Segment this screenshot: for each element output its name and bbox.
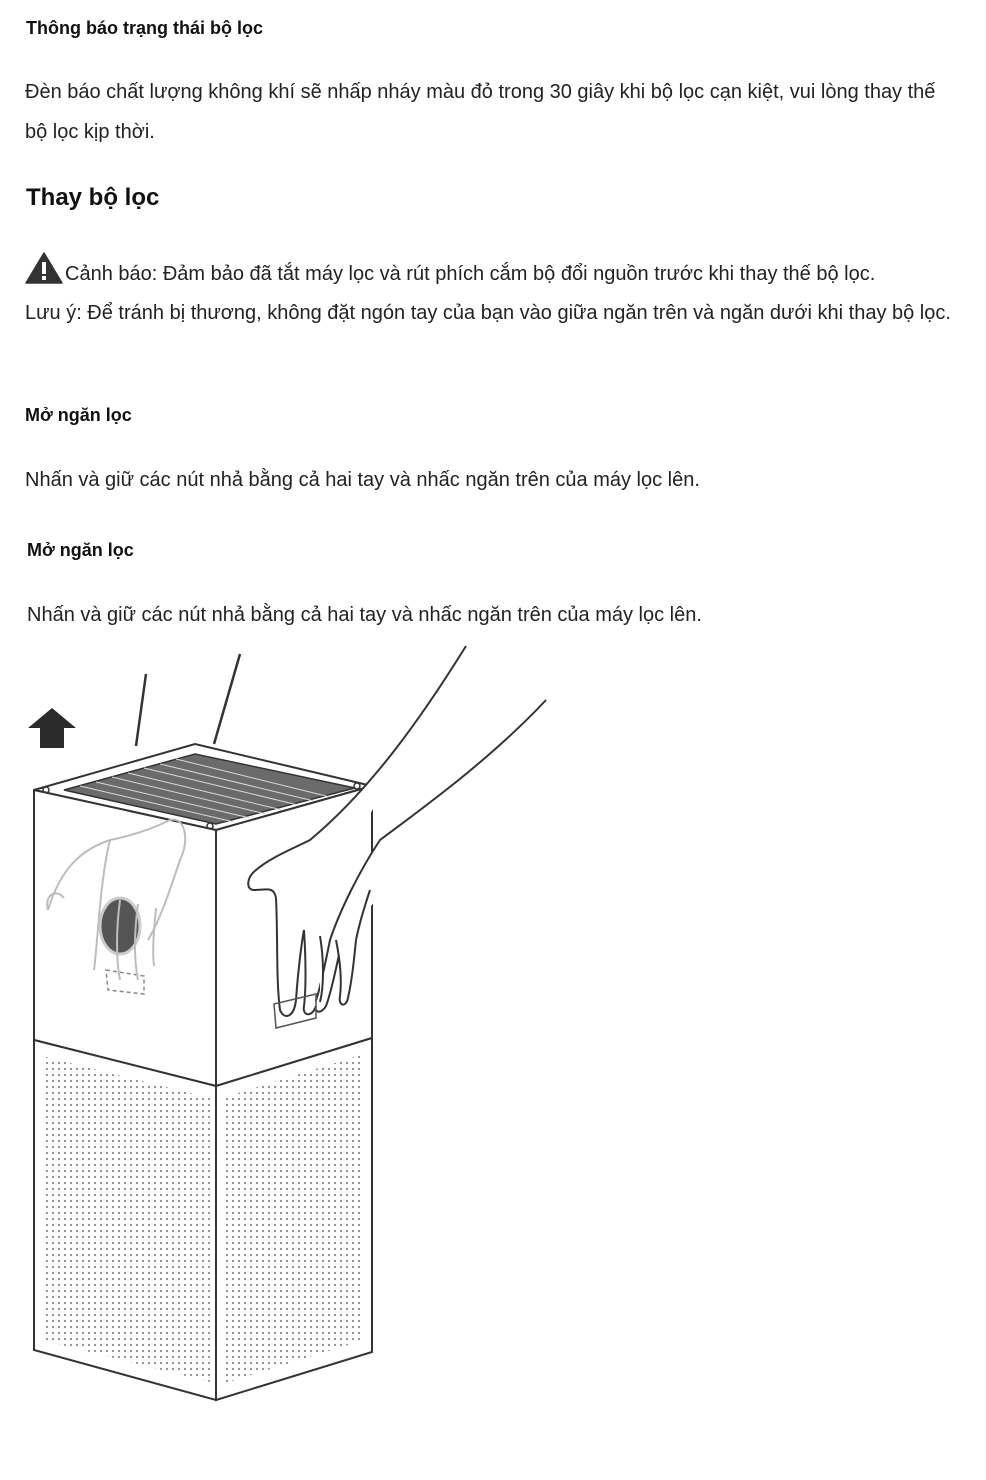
note-text: Lưu ý: Để tránh bị thương, không đặt ngón tay của bạn vào giữa ngăn trên và ngăn dưới khi thay bộ lọc. bbox=[25, 302, 951, 324]
filter-status-heading: Thông báo trạng thái bộ lọc bbox=[26, 18, 263, 38]
up-arrow-icon bbox=[28, 708, 76, 748]
warning-text: Cảnh báo: Đảm bảo đã tắt máy lọc và rút phích cắm bộ đổi nguồn trước khi thay thế bộ lọc. bbox=[65, 263, 876, 285]
filter-status-text: Đèn báo chất lượng không khí sẽ nhấp nháy màu đỏ trong 30 giây khi bộ lọc cạn kiệt, vui lòng thay thế bộ lọc kịp thời. bbox=[25, 81, 936, 143]
replace-filter-heading: Thay bộ lọc bbox=[26, 184, 160, 211]
purifier-lower-chamber bbox=[34, 1038, 372, 1400]
warning-triangle-icon bbox=[25, 252, 63, 284]
open-filter-heading-2: Mở ngăn lọc bbox=[27, 540, 134, 560]
purifier-illustration bbox=[20, 640, 580, 1420]
open-filter-text-2: Nhấn và giữ các nút nhả bằng cả hai tay và nhấc ngăn trên của máy lọc lên. bbox=[27, 604, 702, 626]
open-filter-text-1: Nhấn và giữ các nút nhả bằng cả hai tay và nhấc ngăn trên của máy lọc lên. bbox=[25, 469, 700, 491]
warning-paragraph bbox=[25, 252, 975, 294]
open-filter-heading-1: Mở ngăn lọc bbox=[25, 405, 132, 425]
